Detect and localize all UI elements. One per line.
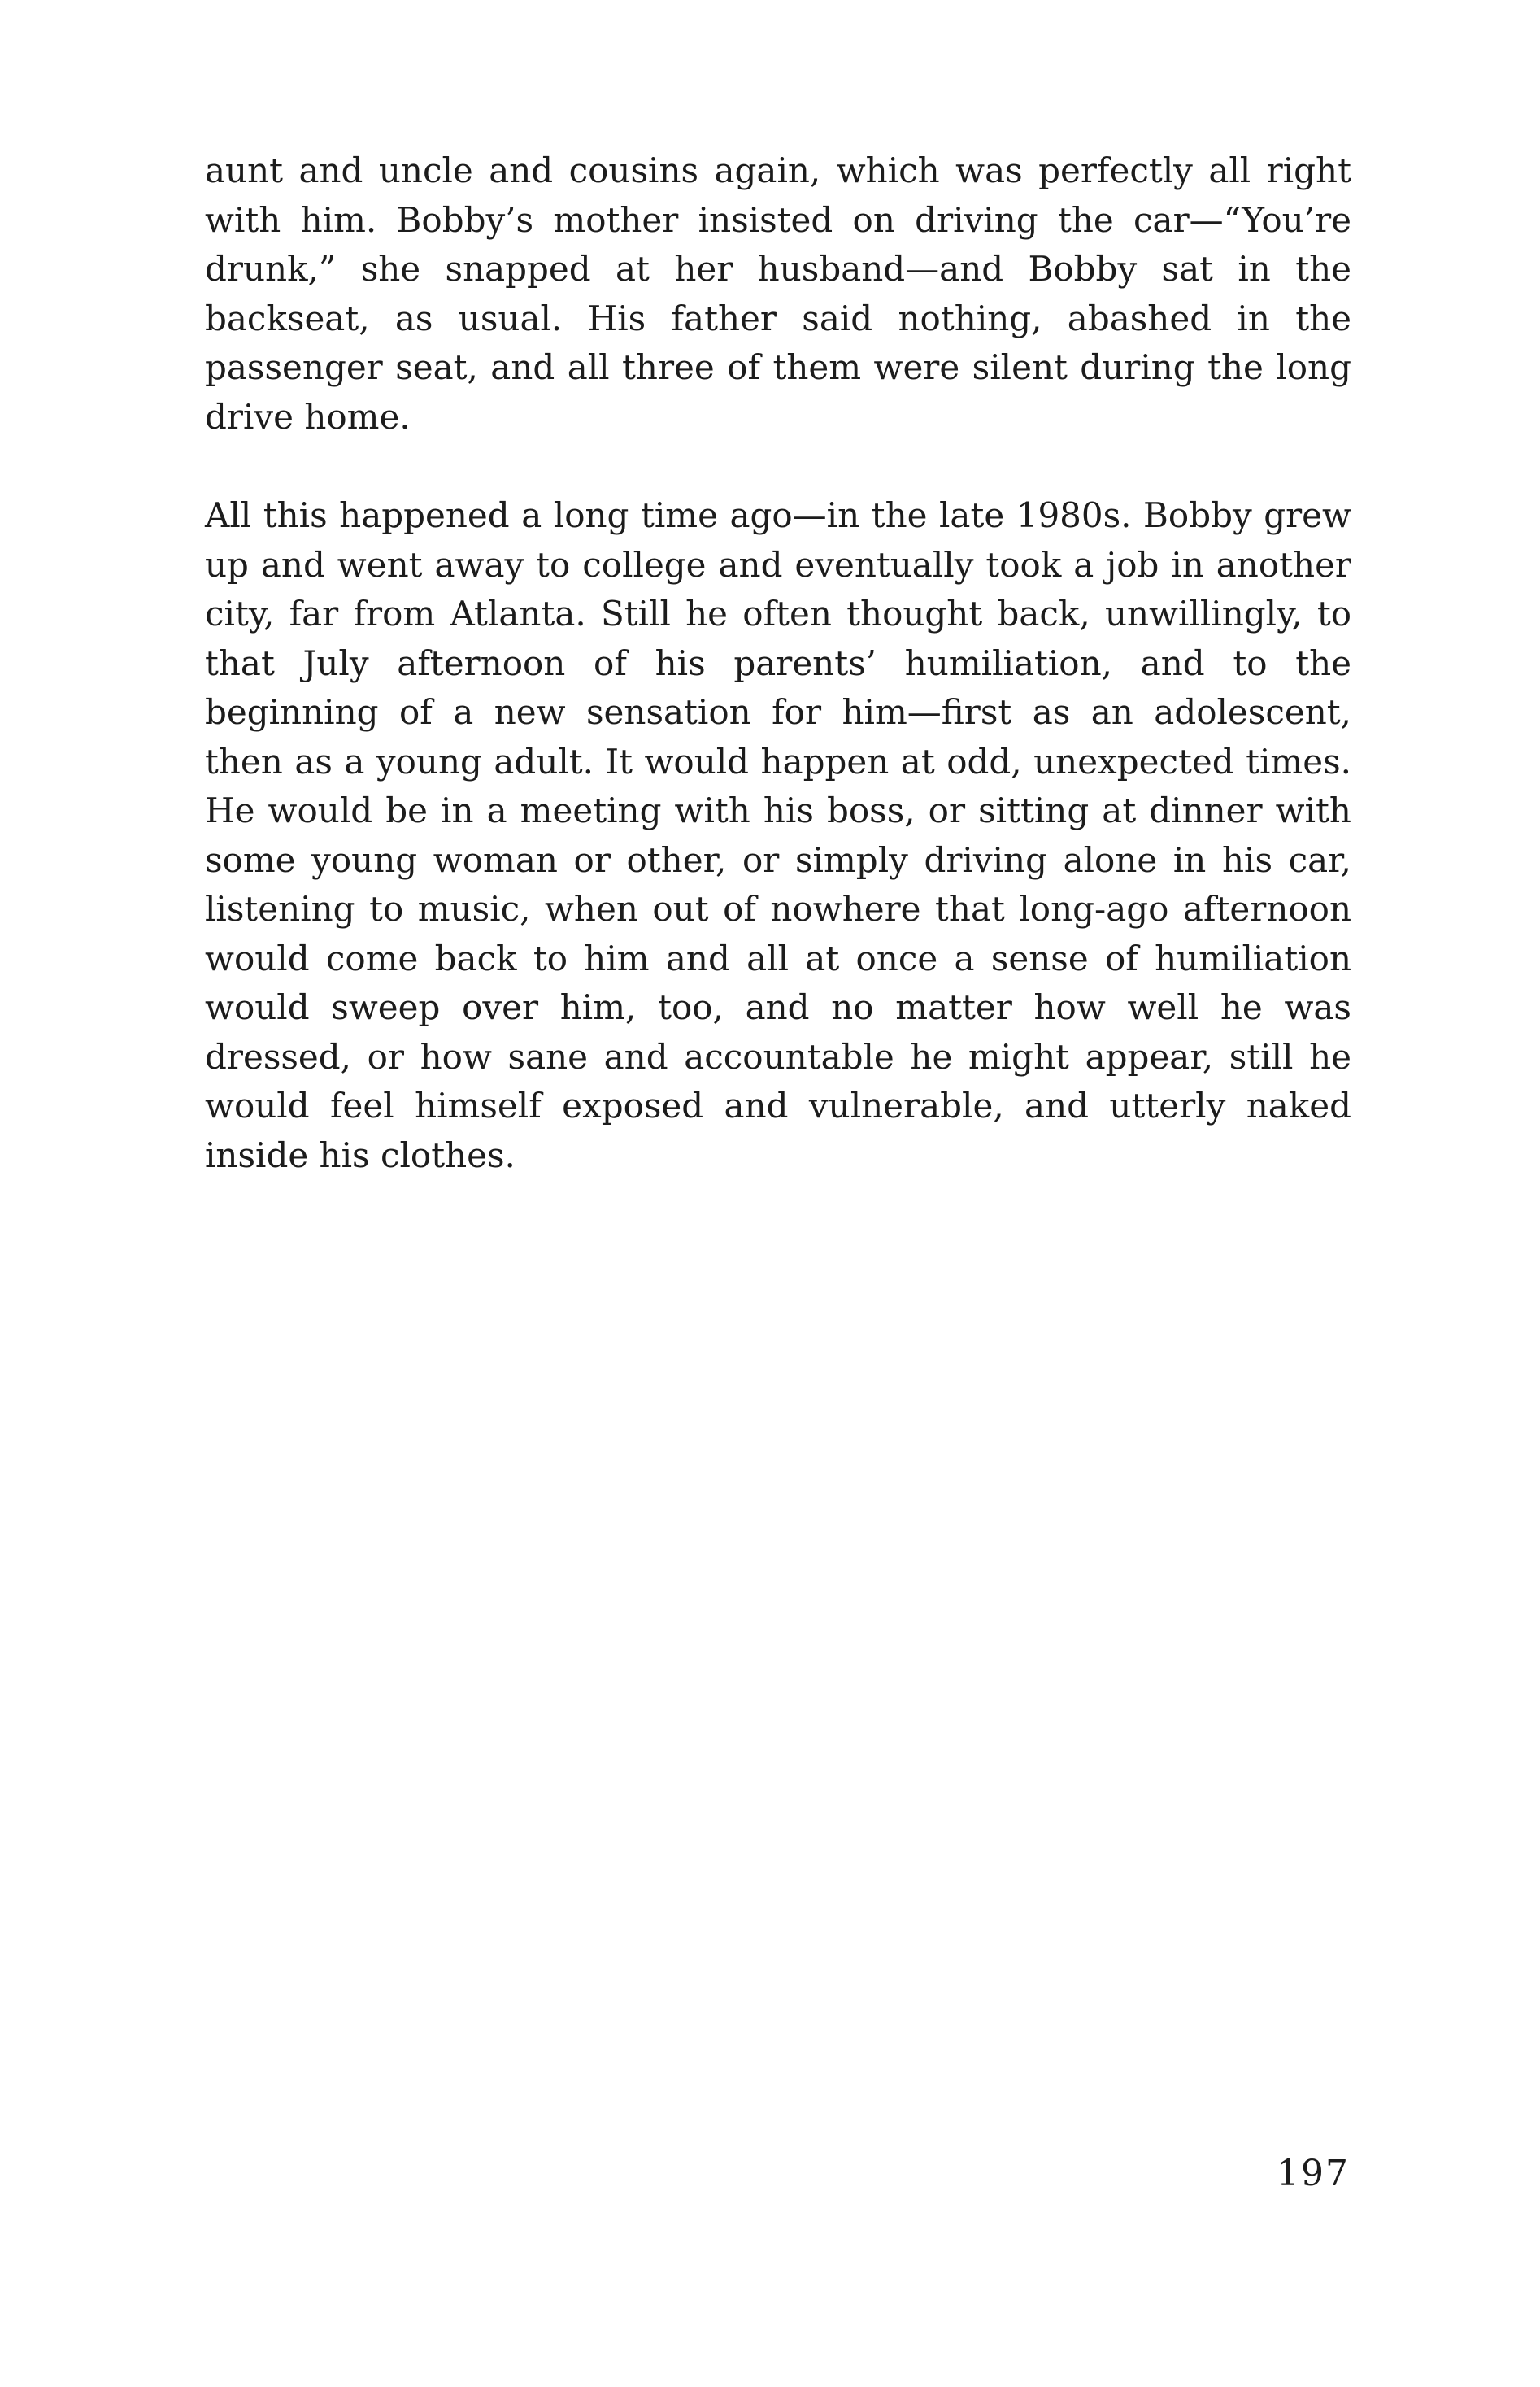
paragraph-2: All this happened a long time ago—in the late 1980s. Bobby grew up and went away to college and eventually took a job in another city, far from Atlanta. Still he often thought back, unwillingly, to that July afternoon of his parents’ humiliation, and to the beginning of a new sensation for him—first as an adolescent, then as a young adult. It would happen at odd, unexpected times. He would be in a meeting with his boss, or sitting at dinner with some young woman or other, or simply driving alone in his car, listening to music, when out of nowhere that long-ago afternoon would come back to him and all at once a sense of humiliation would sweep over him, too, and no matter how well he was dressed, or how sane and accountable he might appear, still he would feel himself exposed and vulnerable, and utterly naked inside his clothes. — [205, 495, 1351, 1175]
page-number: 197 — [1277, 2153, 1350, 2194]
body-text — [205, 146, 1351, 1180]
paragraph-1: aunt and uncle and cousins again, which was perfectly all right with him. Bobby’s mother insisted on driving the car—“You’re drunk,” she snapped at her husband—and Bobby sat in the backseat, as usual. His father said nothing, abashed in the passenger seat, and all three of them were silent during the long drive home. — [205, 150, 1351, 437]
